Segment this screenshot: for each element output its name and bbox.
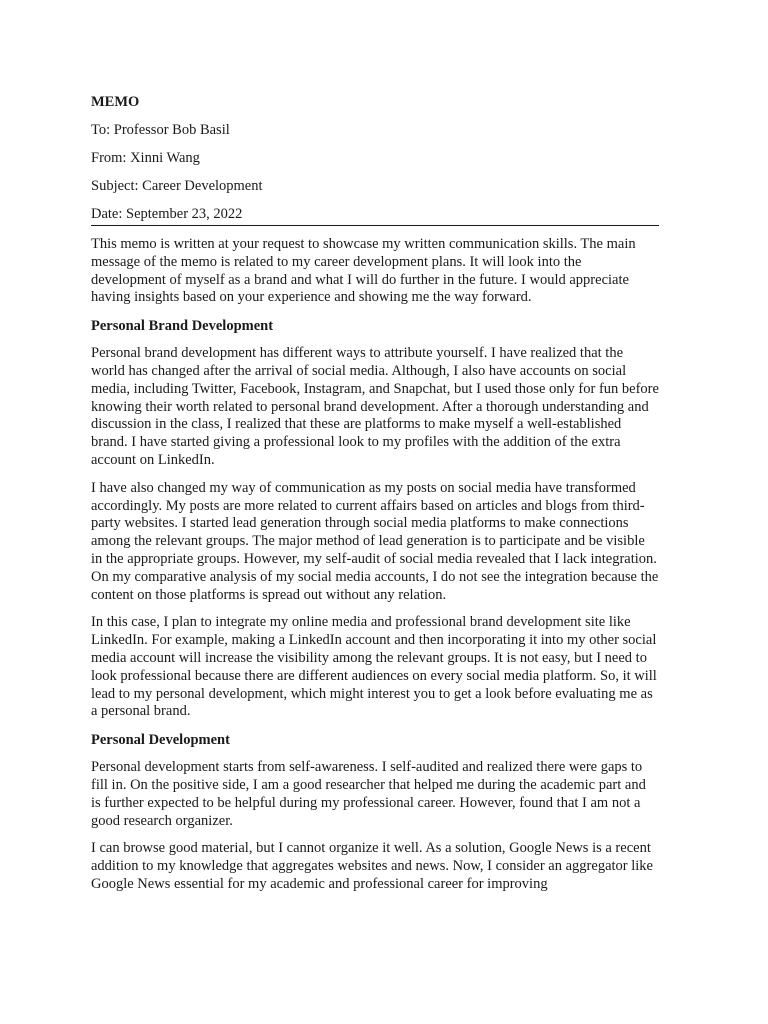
brand-paragraph-1: Personal brand development has different ways to attribute yourself. I have realized that the world has changed after the arrival of social media. Although, I also have accounts on social media, including Twitter, Facebook, Instagram, and Snapchat, but I used those only for fun before knowing their worth related to personal brand development. After a thorough understanding and discussion in the class, I realized that these are platforms to make myself a well-established brand. I have started giving a professional look to my profiles with the addition of the extra account on LinkedIn. [91, 345, 659, 468]
section-heading-personal-development: Personal Development [91, 732, 230, 749]
development-paragraph-1: Personal development starts from self-awareness. I self-audited and realized there were gaps to fill in. On the positive side, I am a good researcher that helped me during the academic part and is further expected to be helpful during my professional career. However, found that I am not a good research organizer. [91, 759, 646, 829]
memo-date: Date: September 23, 2022 [91, 206, 243, 222]
memo-page [91, 92, 659, 904]
memo-subject: Subject: Career Development [91, 178, 263, 194]
brand-paragraph-3: In this case, I plan to integrate my online media and professional brand development site like LinkedIn. For example, making a LinkedIn account and then incorporating it into my other social media account will increase the visibility among the relevant groups. It is not easy, but I need to look professional because there are different audiences on every social media platform. So, it will lead to my personal development, which might interest you to get a look before evaluating me as a personal brand. [91, 614, 657, 720]
header-divider [91, 225, 659, 226]
memo-title: MEMO [91, 94, 140, 110]
development-paragraph-2: I can browse good material, but I cannot organize it well. As a solution, Google News is a recent addition to my knowledge that aggregates websites and news. Now, I consider an aggregator like Google News essential for my academic and professional career for improving [91, 840, 653, 892]
memo-from: From: Xinni Wang [91, 150, 200, 166]
memo-to: To: Professor Bob Basil [91, 122, 230, 138]
intro-paragraph: This memo is written at your request to showcase my written communication skills. The main message of the memo is related to my career development plans. It will look into the development of myself as a brand and what I will do further in the future. I would appreciate having insights based on your experience and showing me the way forward. [91, 236, 636, 306]
section-heading-personal-brand: Personal Brand Development [91, 318, 274, 335]
brand-paragraph-2: I have also changed my way of communication as my posts on social media have transformed accordingly. My posts are more related to current affairs based on articles and blogs from third-party websites. I started lead generation through social media platforms to make connections among the relevant groups. The major method of lead generation is to participate and be visible in the appropriate groups. However, my self-audit of social media revealed that I lack integration. On my comparative analysis of my social media accounts, I do not see the integration because the content on those platforms is spread out without any relation. [91, 479, 659, 603]
